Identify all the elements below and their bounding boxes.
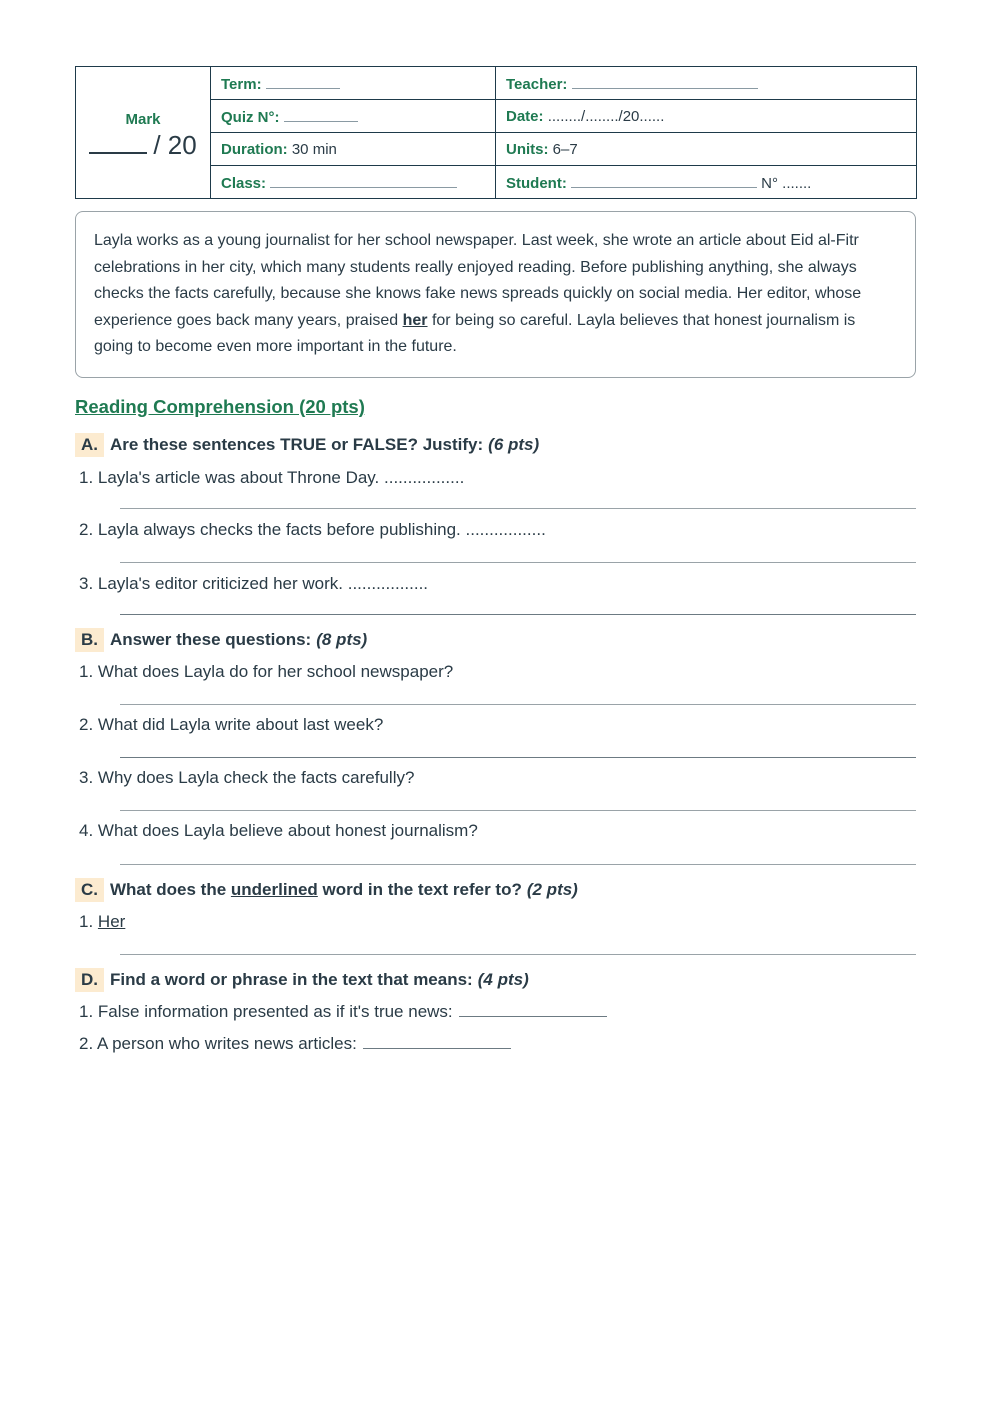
passage-underlined-word: her	[402, 311, 428, 329]
student-number: N° .......	[761, 174, 812, 192]
duration-label: Duration:	[221, 140, 288, 158]
part-b-points: (8 pts)	[316, 629, 368, 649]
part-b-item-1: 1. What does Layla do for her school newspaper?	[79, 661, 454, 681]
part-c-title-after: word in the text refer to?	[322, 879, 522, 899]
part-c-title-underlined: underlined	[230, 879, 318, 899]
date-value: ......../......../20......	[547, 107, 665, 125]
mark-total: / 20	[153, 129, 197, 160]
teacher-label: Teacher:	[506, 75, 568, 93]
part-c-title-before: What does the	[110, 879, 227, 899]
answer-line-b1[interactable]	[120, 682, 916, 705]
student-cell	[496, 166, 917, 199]
teacher-blank[interactable]	[572, 74, 758, 89]
quiz-cell	[211, 100, 496, 133]
part-b-heading	[75, 628, 916, 652]
answer-line-a1[interactable]	[120, 488, 916, 509]
part-d-points: (4 pts)	[477, 969, 529, 989]
part-a-points: (6 pts)	[488, 434, 540, 454]
part-c-heading	[75, 878, 916, 902]
mark-box	[76, 67, 211, 199]
term-label: Term:	[221, 75, 262, 93]
part-d-item-2	[75, 1034, 916, 1054]
answer-line-b4[interactable]	[120, 841, 916, 865]
duration-cell	[211, 133, 496, 166]
answer-line-a2[interactable]	[120, 540, 916, 563]
answer-line-b3[interactable]	[120, 788, 916, 811]
part-d-item-1-text: 1. False information presented as if it's true news:	[79, 1001, 453, 1021]
part-d-blank-2[interactable]	[363, 1034, 511, 1049]
part-c-item-word: Her	[97, 911, 126, 931]
units-label: Units:	[506, 140, 549, 158]
part-b-item-4: 4. What does Layla believe about honest journalism?	[79, 820, 478, 840]
answer-line-a3[interactable]	[120, 594, 916, 615]
part-c-item-1	[75, 912, 916, 932]
quiz-blank[interactable]	[284, 107, 358, 122]
part-a-letter: A.	[75, 433, 104, 457]
date-cell	[496, 100, 917, 133]
units-cell	[496, 133, 917, 166]
part-a-item-1: 1. Layla's article was about Throne Day. .................	[79, 467, 465, 487]
passage-text-after: for being so careful. Layla believes that honest journalism is going to become even more important in the future.	[94, 311, 856, 355]
part-b-item-2: 2. What did Layla write about last week?	[79, 714, 384, 734]
part-a-item-3: 3. Layla's editor criticized her work. .................	[79, 573, 429, 593]
part-b-title: Answer these questions:	[110, 629, 312, 649]
part-d-item-2-text: 2. A person who writes news articles:	[79, 1033, 357, 1053]
class-blank[interactable]	[270, 173, 457, 188]
part-d-heading	[75, 968, 916, 992]
student-label: Student:	[506, 174, 567, 192]
duration-value: 30 min	[291, 140, 337, 158]
class-cell	[211, 166, 496, 199]
quiz-label: Quiz N°:	[221, 108, 280, 126]
answer-line-b2[interactable]	[120, 735, 916, 758]
part-c-points: (2 pts)	[526, 879, 578, 899]
part-d-title: Find a word or phrase in the text that means:	[110, 969, 473, 989]
part-a-heading	[75, 433, 916, 457]
mark-score	[76, 130, 210, 161]
units-value: 6–7	[552, 140, 578, 158]
class-label: Class:	[221, 174, 267, 192]
part-b-letter: B.	[75, 628, 104, 652]
reading-passage	[75, 211, 916, 378]
part-b-item-3: 3. Why does Layla check the facts carefully?	[79, 767, 415, 787]
part-d-item-1	[75, 1002, 916, 1022]
section-title: Reading Comprehension (20 pts)	[75, 395, 365, 417]
answer-line-c1[interactable]	[120, 932, 916, 955]
header-table	[75, 66, 917, 199]
quiz-page	[75, 66, 916, 1054]
part-c-item-num: 1.	[79, 911, 94, 931]
passage-text-before: Layla works as a young journalist for her school newspaper. Last week, she wrote an article about Eid al-Fitr celebrations in her city, which many students really enjoyed reading. Before publishing anything, she always checks the facts carefully, because she knows fake news spreads quickly on social media. Her editor, whose experience goes back many years, praised	[94, 232, 862, 329]
student-blank[interactable]	[571, 173, 757, 188]
date-label: Date:	[506, 107, 544, 125]
part-a-title: Are these sentences TRUE or FALSE? Justify:	[110, 434, 484, 454]
part-d-blank-1[interactable]	[459, 1002, 607, 1017]
part-d-letter: D.	[75, 968, 104, 992]
mark-label: Mark	[125, 110, 161, 128]
part-a-item-2: 2. Layla always checks the facts before publishing. .................	[79, 519, 546, 539]
mark-blank[interactable]	[89, 132, 147, 154]
term-cell	[211, 67, 496, 100]
term-blank[interactable]	[266, 74, 340, 89]
part-c-letter: C.	[75, 878, 104, 902]
teacher-cell	[496, 67, 917, 100]
